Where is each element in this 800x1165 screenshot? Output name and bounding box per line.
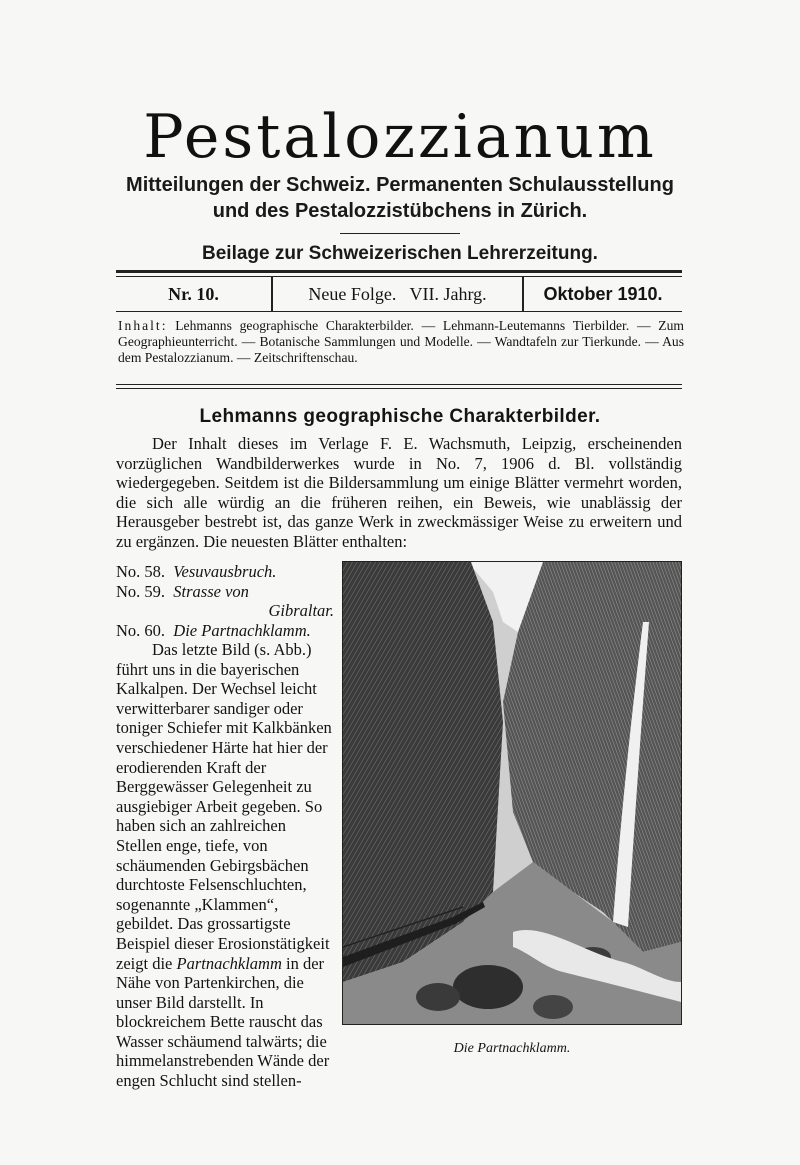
contents-text: Lehmanns geographische Charakterbilder. — Lehmann-Leutemanns Tierbilder. — Zum Geographieunterricht. — Botanische Sammlungen und Modelle. — Wandtafeln zur Tierkunde. — Aus dem Pestalozzianum. — Zeitschriftenschau. bbox=[118, 318, 684, 365]
list-item-continued: Gibraltar. bbox=[268, 601, 334, 621]
masthead-subtitle-2: und des Pestalozzistübchens in Zürich. bbox=[212, 200, 588, 222]
header-rule-top-thin bbox=[116, 276, 682, 277]
contents-rule-2 bbox=[116, 388, 682, 389]
masthead-subtitle-1: Mitteilungen der Schweiz. Permanenten Schulausstellung bbox=[126, 174, 674, 196]
issue-series: Neue Folge. VII. Jahrg. bbox=[308, 284, 487, 304]
issue-date: Oktober 1910. bbox=[543, 284, 663, 304]
article-body: Das letzte Bild (s. Abb.) führt uns in die bayerischen Kalkalpen. Der Wechsel leicht verwitterbarer sandiger oder toniger Schiefer mit Kalkbänken verschiedener Härte hat hier der erodierenden Kraft der Berggewässer Gelegenheit zu ausgiebiger Arbeit gegeben. So haben sich an zahlreichen Stellen enge, tiefe, von schäumenden Gebirgsbächen durchtoste Felsenschluchten, sogenannte „Klammen“, gebildet. Das grossartigste Beispiel dieser Erosionstätigkeit zeigt die Partnachklamm in der Nähe von Partenkirchen, die unser Bild darstellt. In blockreichem Bette rauscht das Wasser schäumend talwärts; die himmelanstrebenden Wände der engen Schlucht sind stellen- bbox=[116, 640, 332, 1091]
masthead-title: Pestalozzianum bbox=[143, 102, 657, 172]
list-item: No. 60. Die Partnachklamm. bbox=[116, 620, 311, 640]
article-title: Lehmanns geographische Charakterbilder. bbox=[199, 406, 601, 427]
contents-rule-1 bbox=[116, 384, 682, 385]
contents-label: Inhalt: bbox=[118, 318, 168, 333]
short-divider bbox=[340, 233, 460, 234]
list-item: No. 59. Strasse von bbox=[116, 581, 249, 601]
article-list bbox=[116, 562, 334, 640]
gorge-image bbox=[343, 562, 681, 1024]
issue-number: Nr. 10. bbox=[168, 284, 219, 304]
header-rule-top bbox=[116, 270, 682, 273]
article-intro bbox=[116, 434, 682, 552]
supplement-line: Beilage zur Schweizerischen Lehrerzeitung. bbox=[202, 243, 598, 264]
gorge-illustration bbox=[342, 561, 682, 1025]
figure-caption: Die Partnachklamm. bbox=[453, 1041, 571, 1056]
emphasis-partnachklamm: Partnachklamm bbox=[176, 953, 282, 973]
header-rule-bottom bbox=[116, 311, 682, 312]
table-of-contents bbox=[118, 318, 684, 366]
intro-paragraph: Der Inhalt dieses im Verlage F. E. Wachsmuth, Leipzig, erscheinenden vorzüglichen Wandbilderwerkes wurde in No. 7, 1906 d. Bl. vollständig wiedergegeben. Seitdem ist die Bildersammlung um einige Blätter vermehrt worden, die sich alle würdig an die früheren reihen, ein Beweis, wie unablässig der Herausgeber bestrebt ist, das ganze Werk in zweckmässiger Weise zu erweitern und zu ergänzen. Die neuesten Blätter enthalten: bbox=[116, 434, 682, 551]
list-item: No. 58. Vesuvausbruch. bbox=[116, 562, 277, 581]
